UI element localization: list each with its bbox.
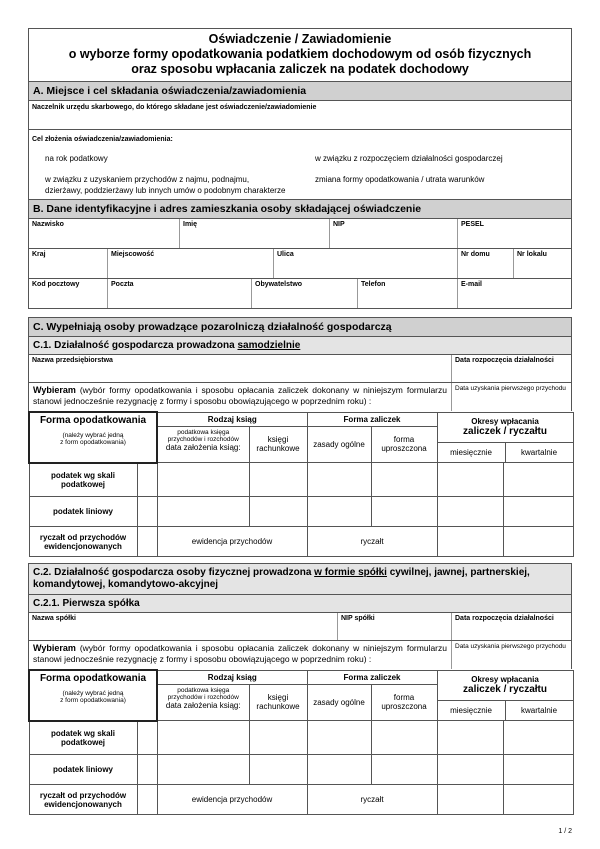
c2-company-row [28, 613, 572, 641]
c2-select-ryczalt-checkbox[interactable] [137, 785, 157, 815]
id-row-3 [28, 279, 572, 309]
table-row: ryczałt od przychodów ewidencjonowanych ewidencja przychodów ryczałt [29, 527, 573, 557]
miejscowosc-field[interactable]: Miejscowość [107, 249, 273, 278]
c2-select-liniowy-checkbox[interactable] [137, 755, 157, 785]
email-field[interactable]: E-mail [457, 279, 571, 308]
section-c21-heading: C.2.1. Pierwsza spółka [28, 595, 572, 613]
table-row: podatek wg skali podatkowej [29, 721, 573, 755]
purpose-option-start-business[interactable]: w związku z rozpoczęciem działalności gospodarczej [315, 154, 503, 163]
id-row-1 [28, 219, 572, 249]
select-liniowy-checkbox[interactable] [137, 497, 157, 527]
nazwisko-field[interactable]: Nazwisko [32, 221, 64, 228]
table-row: podatek liniowy [29, 755, 573, 785]
pesel-field[interactable]: PESEL [457, 219, 571, 248]
nazwa-przedsiebiorstwa-field[interactable]: Nazwa przedsiębiorstwa [32, 357, 113, 364]
nazwa-spolki-field[interactable]: Nazwa spółki [32, 615, 76, 622]
telefon-field[interactable]: Telefon [357, 279, 457, 308]
select-ryczalt-checkbox[interactable] [137, 527, 157, 557]
section-c-heading: C. Wypełniają osoby prowadzące pozarolniczą działalność gospodarczą [28, 317, 572, 337]
c2-choice-row: Wybieram (wybór formy opodatkowania i sposobu opłacania zaliczek dokonany w niniejszym formularzu stanowi jednocześnie rezygnację z formy i sposobu obowiązującego w poprzednim roku) : Data uzyskania pierwszego przychodu [28, 641, 572, 669]
purpose-option-rental[interactable]: w związku z uzyskaniem przychodów z najmu, podnajmu, [45, 175, 250, 184]
c1-tax-form-table: Forma opodatkowania (należy wybrać jedną z form opodatkowania) Rodzaj ksiąg Forma zaliczek Okresy wpłacania podatkowa księga przychodów i rozchodów data założenia ksiąg: księgi rachunkowe zasady ogólne forma uproszczona zaliczek / ryczałtu miesięcznie kwartalnie podatek wg skali podatkowej podatek liniowy ryczałt od przychodów ewidencjonowanych ewidencja przychodów ryczałt [28, 411, 574, 557]
data-uzyskania-field[interactable]: Data uzyskania pierwszego przychodu [451, 383, 571, 411]
poczta-field[interactable]: Poczta [107, 279, 251, 308]
select-skala-checkbox[interactable] [137, 463, 157, 497]
section-b-heading: B. Dane identyfikacyjne i adres zamieszkania osoby składającej oświadczenie [28, 200, 572, 219]
section-a-heading: A. Miejsce i cel składania oświadczenia/zawiadomienia [28, 82, 572, 101]
form-title: Oświadczenie / Zawiadomienie o wyborze formy opodatkowania podatkiem dochodowym od osób fizycznych oraz sposobu wpłacania zaliczek na podatek dochodowy [28, 28, 572, 82]
c2-select-skala-checkbox[interactable] [137, 721, 157, 755]
kraj-field[interactable]: Kraj [32, 251, 46, 258]
id-row-2 [28, 249, 572, 279]
imie-field[interactable]: Imię [179, 219, 329, 248]
purpose-option-change[interactable]: zmiana formy opodatkowania / utrata warunków [315, 175, 485, 184]
c2-data-uzyskania-field[interactable]: Data uzyskania pierwszego przychodu [451, 641, 571, 669]
nip-field[interactable]: NIP [329, 219, 457, 248]
data-rozpoczecia-field[interactable]: Data rozpoczęcia działalności [451, 355, 571, 382]
kod-pocztowy-field[interactable]: Kod pocztowy [32, 281, 80, 288]
purpose-block: Cel złożenia oświadczenia/zawiadomienia: na rok podatkowy w związku z rozpoczęciem działalności gospodarczej w związku z uzyskaniem przychodów z najmu, podnajmu, dzierżawy, poddzierżawy lub innych umów o podobnym charakterze zmiana formy opodatkowania / utrata warunków [28, 130, 572, 200]
table-row: podatek wg skali podatkowej [29, 463, 573, 497]
page-number: 1 / 2 [558, 828, 572, 835]
ulica-field[interactable]: Ulica [273, 249, 457, 278]
section-c1-heading: C.1. Działalność gospodarcza prowadzona samodzielnie [28, 337, 572, 355]
purpose-option-tax-year[interactable]: na rok podatkowy [45, 154, 108, 163]
nr-lokalu-field[interactable]: Nr lokalu [513, 249, 571, 278]
office-field[interactable]: Naczelnik urzędu skarbowego, do którego składane jest oświadczenie/zawiadomienie [28, 101, 572, 130]
c1-choice-row: Wybieram (wybór formy opodatkowania i sposobu opłacania zaliczek dokonany w niniejszym formularzu stanowi jednocześnie rezygnację z formy i sposobu obowiązującego w poprzednim roku) : Data uzyskania pierwszego przychodu [28, 383, 572, 411]
obywatelstwo-field[interactable]: Obywatelstwo [251, 279, 357, 308]
form-page [28, 28, 572, 815]
table-row: ryczałt od przychodów ewidencjonowanych ewidencja przychodów ryczałt [29, 785, 573, 815]
c2-tax-form-table: Forma opodatkowania (należy wybrać jedną z form opodatkowania) Rodzaj ksiąg Forma zaliczek Okresy wpłacania podatkowa księga przychodów i rozchodów data założenia ksiąg: księgi rachunkowe zasady ogólne forma uproszczona zaliczek / ryczałtu miesięcznie kwartalnie podatek wg skali podatkowej podatek liniowy ryczałt od przychodów ewidencjonowanych ewidencja przychodów ryczałt [28, 669, 574, 815]
c2-data-rozpoczecia-field[interactable]: Data rozpoczęcia działalności [451, 613, 571, 640]
c1-company-row [28, 355, 572, 383]
nip-spolki-field[interactable]: NIP spółki [337, 613, 451, 640]
section-c2-heading: C.2. Działalność gospodarcza osoby fizycznej prowadzona w formie spółki cywilnej, jawnej, partnerskiej, komandytowej, komandytowo-akcyjnej [28, 563, 572, 595]
table-row: podatek liniowy [29, 497, 573, 527]
nr-domu-field[interactable]: Nr domu [457, 249, 513, 278]
